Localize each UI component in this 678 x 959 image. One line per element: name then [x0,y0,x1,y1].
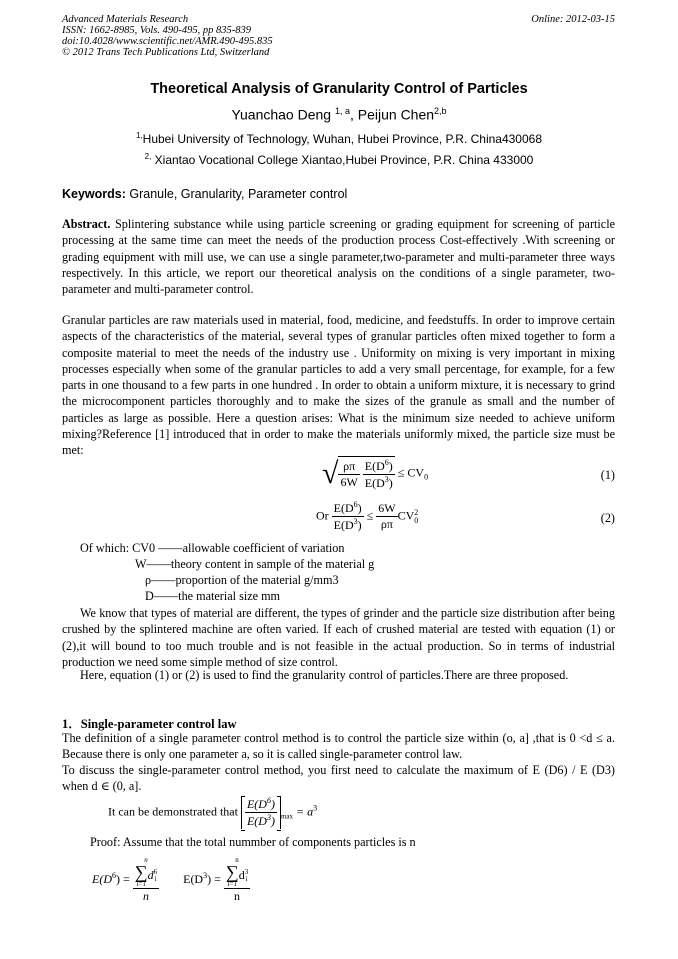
doi-line: doi:10.4028/www.scientific.net/AMR.490-495.835 [62,36,273,47]
proof-line: Proof: Assume that the total nummber of components particles is n [90,835,416,849]
affiliation-1: $^{1,}$Hubei University of Technology, Wuhan, Hubei Province, P.R. China430068 [135,131,543,146]
definition-rho: ρ——proportion of the material g/mm3 [145,573,339,587]
author-1: Yuanchao Deng [231,106,335,123]
keywords [62,187,347,201]
equation-2-number: (2) [600,511,615,525]
max-bracket: $\frac{E(D^6)}{E(D^3)}$ [241,796,281,829]
paper-title: Theoretical Analysis of Granularity Control of Particles [150,81,528,97]
author-2: , Peijun Chen [349,106,435,123]
paragraph-definition: The definition of a single parameter control method is to control the particle size within (o, a] ,that is 0 <d ≤ a. Because there is only one parameter a, so it is called single-parameter control law. [62,731,615,762]
copyright-line: © 2012 Trans Tech Publications Ltd, Switzerland [62,47,270,58]
definition-d: D——the material size mm [145,589,281,603]
author-1-affil: 1, a [334,106,350,116]
online-date: Online: 2012-03-15 [531,14,615,25]
equation-2: Or $\frac{E(D^6)}{E(D^3)}$ ≤ $\frac{6W}{\rho\pi}$ CV 2 0 [316,500,419,532]
intro-paragraph: Granular particles are raw materials used in material, food, medicine, and feedstuffs. In order to improve certain aspects of the characteristics of the material, several types of granular particles often mixed together to form a composite material to meet the needs of the industry use . Uniformity on mixing is very important in mixing processes especially when some of the granular particles to add a very small percentage, for example, for a few parts in one thousand to a few parts in one hundred . In order to obtain a uniform mixture, it is necessary to grind the microcomponent particles thoroughly and to make the sizes of the granule as small and the number of particles as large as possible. Here a question arises: What is the minimum size needed to achieve uniform mixing?Reference [1] introduced that in order to make the materials uniformly mixed, the particle size must be met: [62,313,615,458]
definition-w: W——theory content in sample of the material g [135,557,375,571]
paragraph-types: We know that types of material are different, the types of grinder and the particle size distribution after being crushed by the splintered machine are often varied. If each of crushed material are tested with equation (1) or (2),it will bound to too much trouble and is not feasible in the actual production. So in terms of industrial production we need some simple method of size control. [62,606,615,669]
affiliation-2: $^{2,}$ Xiantao Vocational College Xiantao,Hubei Province, P.R. China 433000 [144,152,534,167]
sqrt-sign: √ [322,456,339,490]
equation-4: $E(D^6)$ = n ∑ i=1 d 6 i n $E(D^3)$ = n ∑ i=1 d 3 i n [92,856,249,903]
author-line [0,106,678,123]
author-2-affil: 2,b [434,106,447,116]
journal-name: Advanced Materials Research [62,14,189,25]
definition-cv0: Of which: CV0 ——allowable coefficient of variation [80,541,345,555]
abstract [62,216,615,297]
equation-3: It can be demonstrated that $\frac{E(D^6)}{E(D^3)}$ $_{max} = a^3$ [108,796,318,828]
keywords-label: Keywords: [62,187,126,201]
section-1-heading: 1．Single-parameter control law [62,717,237,731]
equation-1: √ $\frac{\rho\pi}{6W}$ $\frac{E(D^6)}{E(D^3)}$ ≤ $CV_0$ [322,456,429,490]
abstract-label: Abstract. [62,217,111,231]
abstract-text: Splintering substance while using particle screening or grading equipment for screening of particle processing at the same time can meet the needs of the production process Cost-effectively .With screening or grading equipment with mill use, we can use a single parameter,two-parameter and multi-parameter three ways respectively. In this article, we report our theoretical analysis on the conditions of a single parameter, two-parameter and multi-parameter control. [62,217,615,297]
paragraph-here: Here, equation (1) or (2) is used to find the granularity control of particles.There are three proposed. [80,668,569,682]
journal-header [62,14,273,58]
equation-1-number: (1) [600,468,615,482]
paragraph-discuss: To discuss the single-parameter control method, you first need to calculate the maximum of E (D6) / E (D3) when d ∈ (0, a]. [62,763,615,794]
keywords-text: Granule, Granularity, Parameter control [125,187,348,201]
issn-line: ISSN: 1662-8985, Vols. 490-495, pp 835-839 [62,25,251,36]
